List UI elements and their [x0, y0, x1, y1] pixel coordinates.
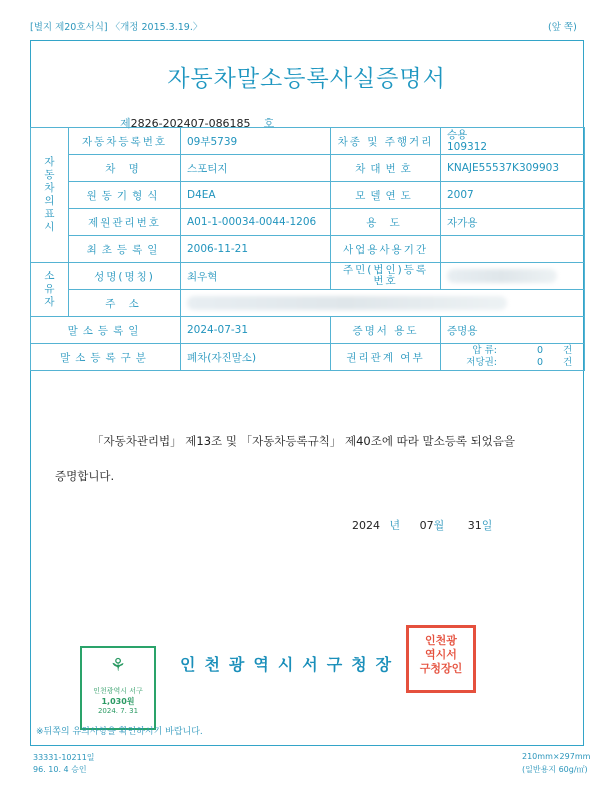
- value-cancel-date: 2024-07-31: [181, 317, 331, 344]
- value-spec-no: A01-1-00034-0044-1206: [181, 209, 331, 236]
- issue-date: [352, 517, 492, 533]
- statement-line-1: 「자동차관리법」 제13조 및 「자동차등록규칙」 제40조에 따라 말소등록 되었음을: [92, 434, 516, 448]
- value-usage: 자가용: [441, 209, 585, 236]
- value-mileage: 109312: [447, 141, 488, 153]
- value-vin: KNAJE55537K309903: [441, 155, 585, 182]
- table-row: [31, 182, 585, 209]
- seal-line-3: 구청장인: [419, 662, 463, 675]
- seal-line-2: 역시서: [425, 648, 457, 661]
- table-row: [31, 290, 585, 317]
- form-number: [별지 제20호서식] 〈개정 2015.3.19.〉: [30, 22, 203, 33]
- table-row: [31, 236, 585, 263]
- page-side: (앞 쪽): [548, 22, 577, 33]
- label-model-year: 모델연도: [331, 182, 441, 209]
- document-title: 자동차말소등록사실증명서: [167, 66, 446, 92]
- label-cancel-reason: 말소등록구분: [31, 344, 181, 371]
- notice: ※뒤쪽의 유의사항을 확인하시기 바랍니다.: [36, 727, 203, 737]
- doc-number-prefix: 제: [120, 117, 131, 130]
- table-row: [31, 128, 585, 155]
- footer-paper: (일반용지 60g/㎡): [522, 765, 588, 774]
- issue-month: 07: [419, 519, 434, 532]
- stamp-line-1: 인천광역시 서구: [93, 687, 143, 695]
- section-vehicle-label: [31, 128, 69, 263]
- table-row: [31, 263, 585, 290]
- issue-day: 31: [467, 519, 482, 532]
- mortgage-value: 0: [536, 357, 543, 368]
- mortgage-label: 저당권:: [466, 357, 497, 368]
- value-model-name: 스포티지: [181, 155, 331, 182]
- label-cert-use: 증명서 용도: [331, 317, 441, 344]
- seal-line-1: 인천광: [425, 634, 457, 647]
- label-first-reg: 최초등록일: [69, 236, 181, 263]
- value-type: 승용: [447, 129, 468, 141]
- issue-year: 2024: [352, 519, 380, 532]
- label-owner-id: 주민(법인)등록번호: [331, 263, 441, 290]
- stamp-line-2: 1,030원: [101, 697, 135, 706]
- issue-month-unit: 월: [433, 519, 445, 532]
- value-rights: [441, 344, 585, 371]
- value-first-reg: 2006-11-21: [181, 236, 331, 263]
- seizure-label: 압 류:: [472, 345, 497, 356]
- label-owner-name: 성명(명칭): [69, 263, 181, 290]
- label-reg-no: 자동차등록번호: [69, 128, 181, 155]
- value-owner-id: [441, 263, 585, 290]
- value-owner-name: 최우혁: [181, 263, 331, 290]
- label-vin: 차대번호: [331, 155, 441, 182]
- footer-approval: 96. 10. 4 승인: [33, 765, 87, 774]
- table-row: [31, 317, 585, 344]
- section-owner-label: [31, 263, 69, 317]
- value-cancel-reason: 폐차(자진말소): [181, 344, 331, 371]
- label-usage: 용 도: [331, 209, 441, 236]
- doc-number-suffix: 호: [263, 117, 275, 130]
- section-owner-text: 소 유 자: [44, 270, 55, 308]
- section-vehicle-text: 자 동 차 의 표 시: [44, 156, 55, 233]
- redacted-address: [187, 296, 507, 310]
- seizure-value: 0: [536, 345, 543, 356]
- table-row: [31, 155, 585, 182]
- value-reg-no: 09부5739: [181, 128, 331, 155]
- official-seal: [406, 625, 476, 693]
- label-engine: 원동기형식: [69, 182, 181, 209]
- label-biz-period: 사업용사용기간: [331, 236, 441, 263]
- info-table: [30, 127, 585, 371]
- label-rights: 권리관계 여부: [331, 344, 441, 371]
- statement-line-2: 증명합니다.: [55, 469, 115, 483]
- seizure-unit: 건: [563, 345, 573, 356]
- revenue-stamp: [80, 646, 156, 730]
- footer-size: 210mm×297mm: [522, 752, 591, 761]
- issue-year-unit: 년: [389, 519, 401, 532]
- doc-number-value: 2826-202407-086185: [130, 117, 251, 130]
- label-type-mileage: 차종 및 주행거리: [331, 128, 441, 155]
- stamp-line-3: 2024. 7. 31: [97, 707, 139, 715]
- value-model-year: 2007: [441, 182, 585, 209]
- issue-day-unit: 일: [481, 519, 493, 532]
- value-engine: D4EA: [181, 182, 331, 209]
- mortgage-unit: 건: [563, 357, 573, 368]
- value-type-mileage: [441, 128, 585, 155]
- label-spec-no: 제원관리번호: [69, 209, 181, 236]
- label-address: 주 소: [69, 290, 181, 317]
- value-cert-use: 증명용: [441, 317, 585, 344]
- table-row: [31, 344, 585, 371]
- value-address: [181, 290, 585, 317]
- label-cancel-date: 말소등록일: [31, 317, 181, 344]
- value-biz-period: [441, 236, 585, 263]
- issuing-office: 인천광역시서구청장: [180, 655, 401, 674]
- redacted-owner-id: [447, 269, 557, 283]
- footer-code: 33331-10211일: [33, 753, 95, 762]
- table-row: [31, 209, 585, 236]
- label-model-name: 차 명: [69, 155, 181, 182]
- stamp-emblem-icon: ⚘: [109, 655, 127, 676]
